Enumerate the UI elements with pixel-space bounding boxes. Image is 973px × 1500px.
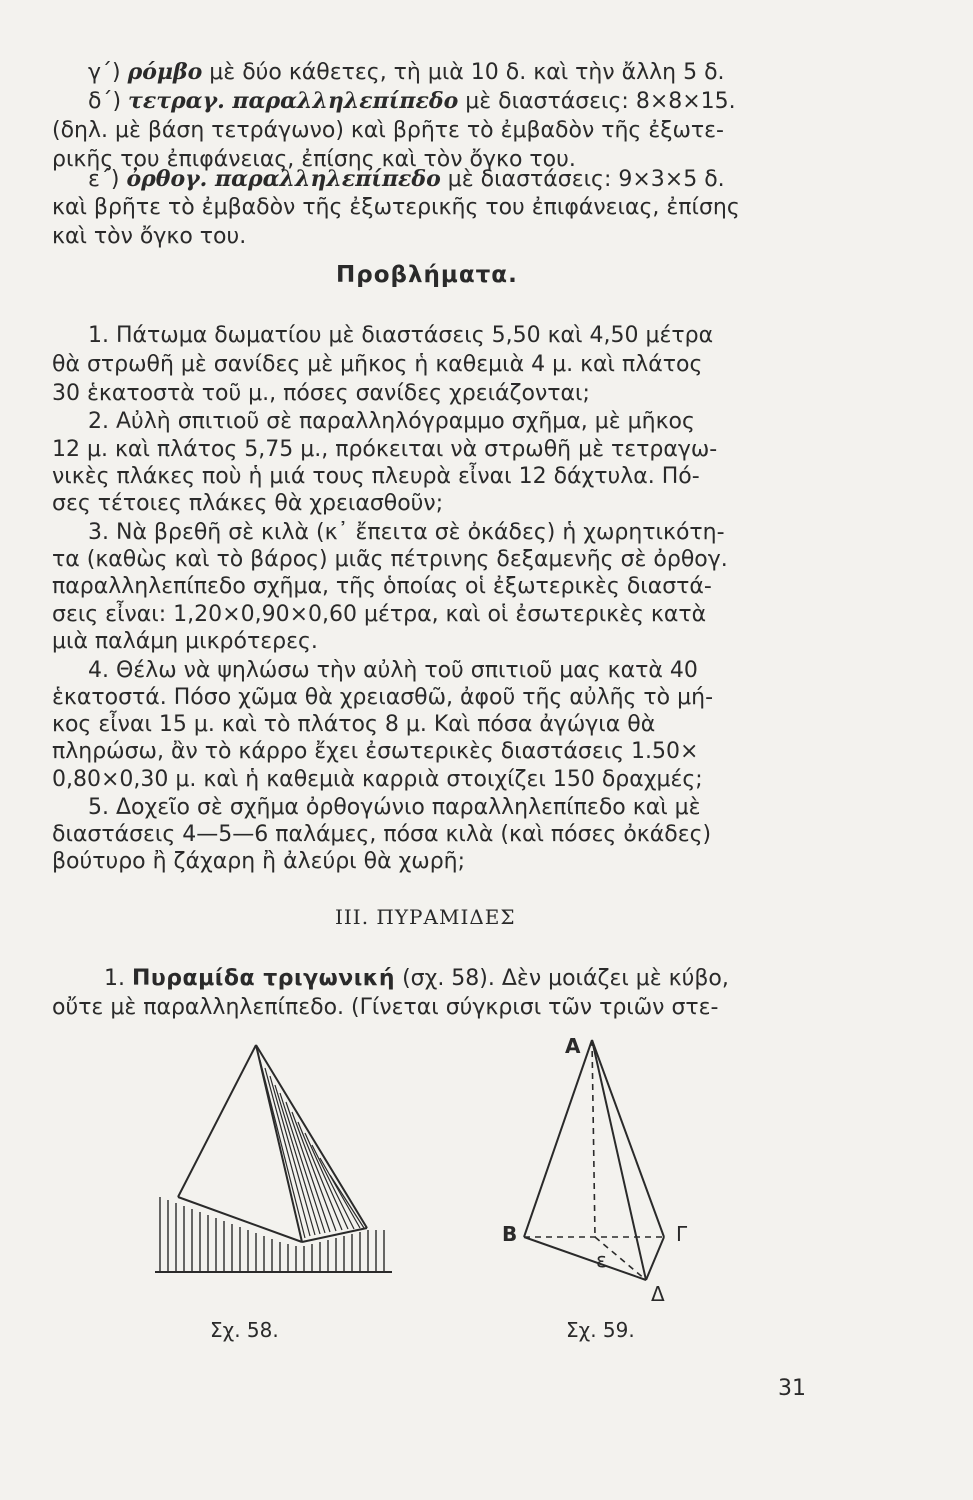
pyramid-heading-num: 1.: [104, 966, 132, 991]
vertex-label-d: Δ: [651, 1282, 665, 1306]
pyramid-line: οὔτε μὲ παραλληλεπίπεδο. (Γίνεται σύγκρισι τῶν τριῶν στε-: [52, 995, 719, 1020]
page-number: 31: [778, 1376, 806, 1401]
pyramid-heading-rest: (σχ. 58). Δὲν μοιάζει μὲ κύβο,: [395, 966, 729, 991]
vertex-label-a: A: [565, 1034, 581, 1058]
exercise-gamma: [88, 58, 973, 87]
problem-line: κος εἶναι 15 μ. καὶ τὸ πλάτος 8 μ. Καὶ πόσα ἀγώγια θὰ: [52, 712, 656, 737]
text-line: καὶ τὸν ὄγκο του.: [52, 224, 247, 249]
problem-line: 3. Νὰ βρεθῆ σὲ κιλὰ (κ᾿ ἔπειτα σὲ ὀκάδες) ἡ χωρητικότη-: [88, 520, 725, 545]
exercise-emphasis: ὀρθογ. παραλληλεπίπεδο: [126, 166, 441, 192]
exercise-emphasis: ρόμβο: [127, 59, 203, 85]
exercise-epsilon: [88, 165, 973, 194]
problem-line: νικὲς πλάκες ποὺ ἡ μιά τους πλευρὰ εἶναι 12 δάχτυλα. Πό-: [52, 464, 700, 489]
problems-title: Προβλήματα.: [336, 262, 518, 288]
exercise-text: μὲ διαστάσεις: 9×3×5 δ.: [440, 167, 725, 192]
figure-59-caption: Σχ. 59.: [566, 1318, 635, 1342]
figure-58-caption: Σχ. 58.: [210, 1318, 279, 1342]
vertex-label-g: Γ: [676, 1222, 688, 1246]
problem-line: 30 ἑκατοστὰ τοῦ μ., πόσες σανίδες χρειάζονται;: [52, 381, 590, 406]
pyramid-heading-term: Πυραμίδα τριγωνική: [131, 966, 396, 991]
problem-line: 0,80×0,30 μ. καὶ ἡ καθεμιὰ καρριὰ στοιχίζει 150 δραχμές;: [52, 767, 703, 792]
point-label-e: ε: [596, 1248, 607, 1272]
exercise-text: μὲ δύο κάθετες, τὴ μιὰ 10 δ. καὶ τὴν ἄλλη 5 δ.: [202, 60, 725, 85]
problem-line: μιὰ παλάμη μικρότερες.: [52, 629, 318, 654]
problem-line: πληρώσω, ἂν τὸ κάρρο ἔχει ἐσωτερικὲς διαστάσεις 1.50×: [52, 739, 699, 764]
problem-line: 4. Θέλω νὰ ψηλώσω τὴν αὐλὴ τοῦ σπιτιοῦ μας κατὰ 40: [88, 658, 698, 683]
text-line: καὶ βρῆτε τὸ ἐμβαδὸν τῆς ἐξωτερικῆς του ἐπιφάνειας, ἐπίσης: [52, 195, 740, 220]
problem-line: διαστάσεις 4—5—6 παλάμες, πόσα κιλὰ (καὶ πόσες ὀκάδες): [52, 822, 712, 847]
problem-line: ἑκατοστά. Πόσο χῶμα θὰ χρειασθῶ, ἀφοῦ τῆς αὐλῆς τὸ μή-: [52, 685, 714, 710]
problem-line: 5. Δοχεῖο σὲ σχῆμα ὀρθογώνιο παραλληλεπίπεδο καὶ μὲ: [88, 795, 701, 820]
exercise-label: γ΄): [88, 60, 128, 85]
problem-line: 12 μ. καὶ πλάτος 5,75 μ., πρόκειται νὰ στρωθῆ μὲ τετραγω-: [52, 437, 718, 462]
problem-line: σεις εἶναι: 1,20×0,90×0,60 μέτρα, καὶ οἱ ἐσωτερικὲς κατὰ: [52, 602, 707, 627]
text-line: ρικῆς του ἐπιφάνειας, ἐπίσης καὶ τὸν ὄγκο του.: [52, 147, 576, 172]
exercise-label: δ΄): [88, 89, 129, 114]
exercise-text: μὲ διαστάσεις: 8×8×15.: [458, 89, 736, 114]
vertex-label-b: B: [502, 1222, 518, 1246]
problem-line: 1. Πάτωμα δωματίου μὲ διαστάσεις 5,50 καὶ 4,50 μέτρα: [88, 323, 714, 348]
pyramid-heading: [104, 965, 973, 993]
problem-line: βούτυρο ἢ ζάχαρη ἢ ἀλεύρι θὰ χωρῆ;: [52, 849, 466, 874]
exercise-emphasis: τετραγ. παραλληλεπίπεδο: [128, 88, 459, 114]
problem-line: θὰ στρωθῆ μὲ σανίδες μὲ μῆκος ἡ καθεμιὰ 4 μ. καὶ πλάτος: [52, 352, 703, 377]
problem-line: σες τέτοιες πλάκες θὰ χρειασθοῦν;: [52, 491, 444, 516]
problem-line: τα (καθὼς καὶ τὸ βάρος) μιᾶς πέτρινης δεξαμενῆς σὲ ὀρθογ.: [52, 547, 728, 572]
exercise-label: ε΄): [88, 167, 127, 192]
exercise-delta: [88, 87, 973, 116]
problem-line: παραλληλεπίπεδο σχῆμα, τῆς ὁποίας οἱ ἐξωτερικὲς διαστά-: [52, 574, 712, 599]
text-line: (δηλ. μὲ βάση τετράγωνο) καὶ βρῆτε τὸ ἐμβαδὸν τῆς ἐξωτε-: [52, 118, 724, 143]
section-title: III. ΠΥΡΑΜΙΔΕΣ: [335, 905, 516, 929]
problem-line: 2. Αὐλὴ σπιτιοῦ σὲ παραλληλόγραμμο σχῆμα, μὲ μῆκος: [88, 409, 695, 434]
